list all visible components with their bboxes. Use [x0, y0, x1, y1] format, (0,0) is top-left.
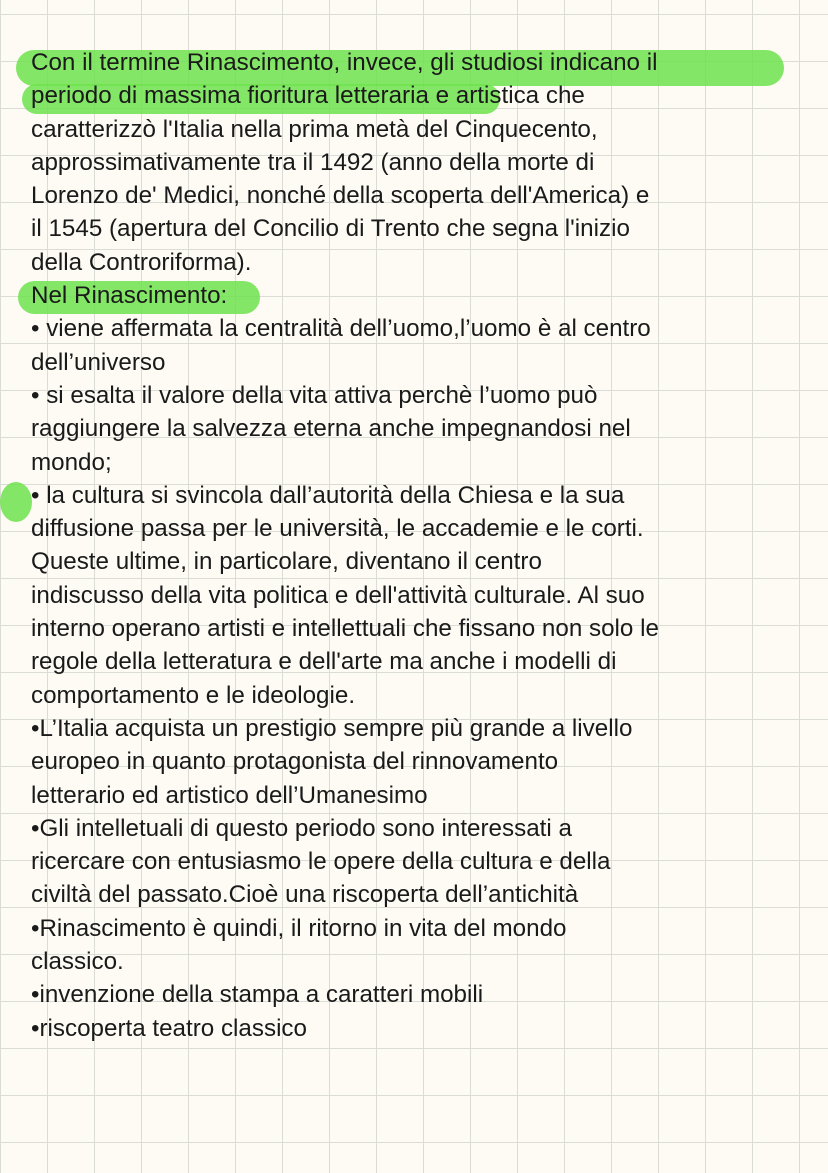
note-line-15: diffusione passa per le università, le accademie e le corti. — [31, 515, 644, 543]
note-line-7: della Controriforma). — [31, 248, 252, 276]
note-line-9: • viene affermata la centralità dell’uomo,l’uomo è al centro — [31, 315, 651, 343]
note-line-23: letterario ed artistico dell’Umanesimo — [31, 781, 428, 809]
note-line-17: indiscusso della vita politica e dell'attività culturale. Al suo — [31, 581, 645, 609]
note-line-10: dell’universo — [31, 348, 166, 376]
note-line-22: europeo in quanto protagonista del rinnovamento — [31, 748, 559, 776]
note-line-5: Lorenzo de' Medici, nonché della scoperta dell'America) e — [31, 182, 650, 210]
note-line-13: mondo; — [31, 448, 112, 476]
highlight-dot — [0, 482, 32, 522]
note-line-19: regole della letteratura e dell'arte ma anche i modelli di — [31, 648, 617, 676]
note-line-3: caratterizzò l'Italia nella prima metà del Cinquecento, — [31, 115, 598, 143]
note-line-24: •Gli intelletuali di questo periodo sono interessati a — [31, 814, 572, 842]
note-line-27: •Rinascimento è quindi, il ritorno in vita del mondo — [31, 914, 567, 942]
note-line-4: approssimativamente tra il 1492 (anno della morte di — [31, 148, 595, 176]
note-line-2: periodo di massima fioritura letteraria e artistica che — [31, 82, 585, 110]
note-line-1: Con il termine Rinascimento, invece, gli studiosi indicano il — [31, 49, 658, 76]
note-line-6: il 1545 (apertura del Concilio di Trento che segna l'inizio — [31, 215, 630, 243]
note-line-26: civiltà del passato.Cioè una riscoperta dell’antichità — [31, 881, 579, 909]
note-line-18: interno operano artisti e intellettuali che fissano non solo le — [31, 615, 659, 643]
note-line-21: •L’Italia acquista un prestigio sempre più grande a livello — [31, 714, 633, 742]
note-line-30: •riscoperta teatro classico — [31, 1014, 307, 1042]
note-body — [31, 46, 811, 1045]
note-line-14: • la cultura si svincola dall’autorità della Chiesa e la sua — [31, 481, 625, 509]
note-line-29: •invenzione della stampa a caratteri mobili — [31, 981, 484, 1009]
note-line-11: • si esalta il valore della vita attiva perchè l’uomo può — [31, 381, 598, 409]
note-line-25: ricercare con entusiasmo le opere della cultura e della — [31, 848, 611, 876]
section-heading: Nel Rinascimento: — [31, 282, 228, 310]
note-line-16: Queste ultime, in particolare, diventano il centro — [31, 548, 542, 576]
note-line-12: raggiungere la salvezza eterna anche impegnandosi nel — [31, 415, 631, 443]
note-line-28: classico. — [31, 948, 124, 976]
note-line-20: comportamento e le ideologie. — [31, 681, 356, 709]
